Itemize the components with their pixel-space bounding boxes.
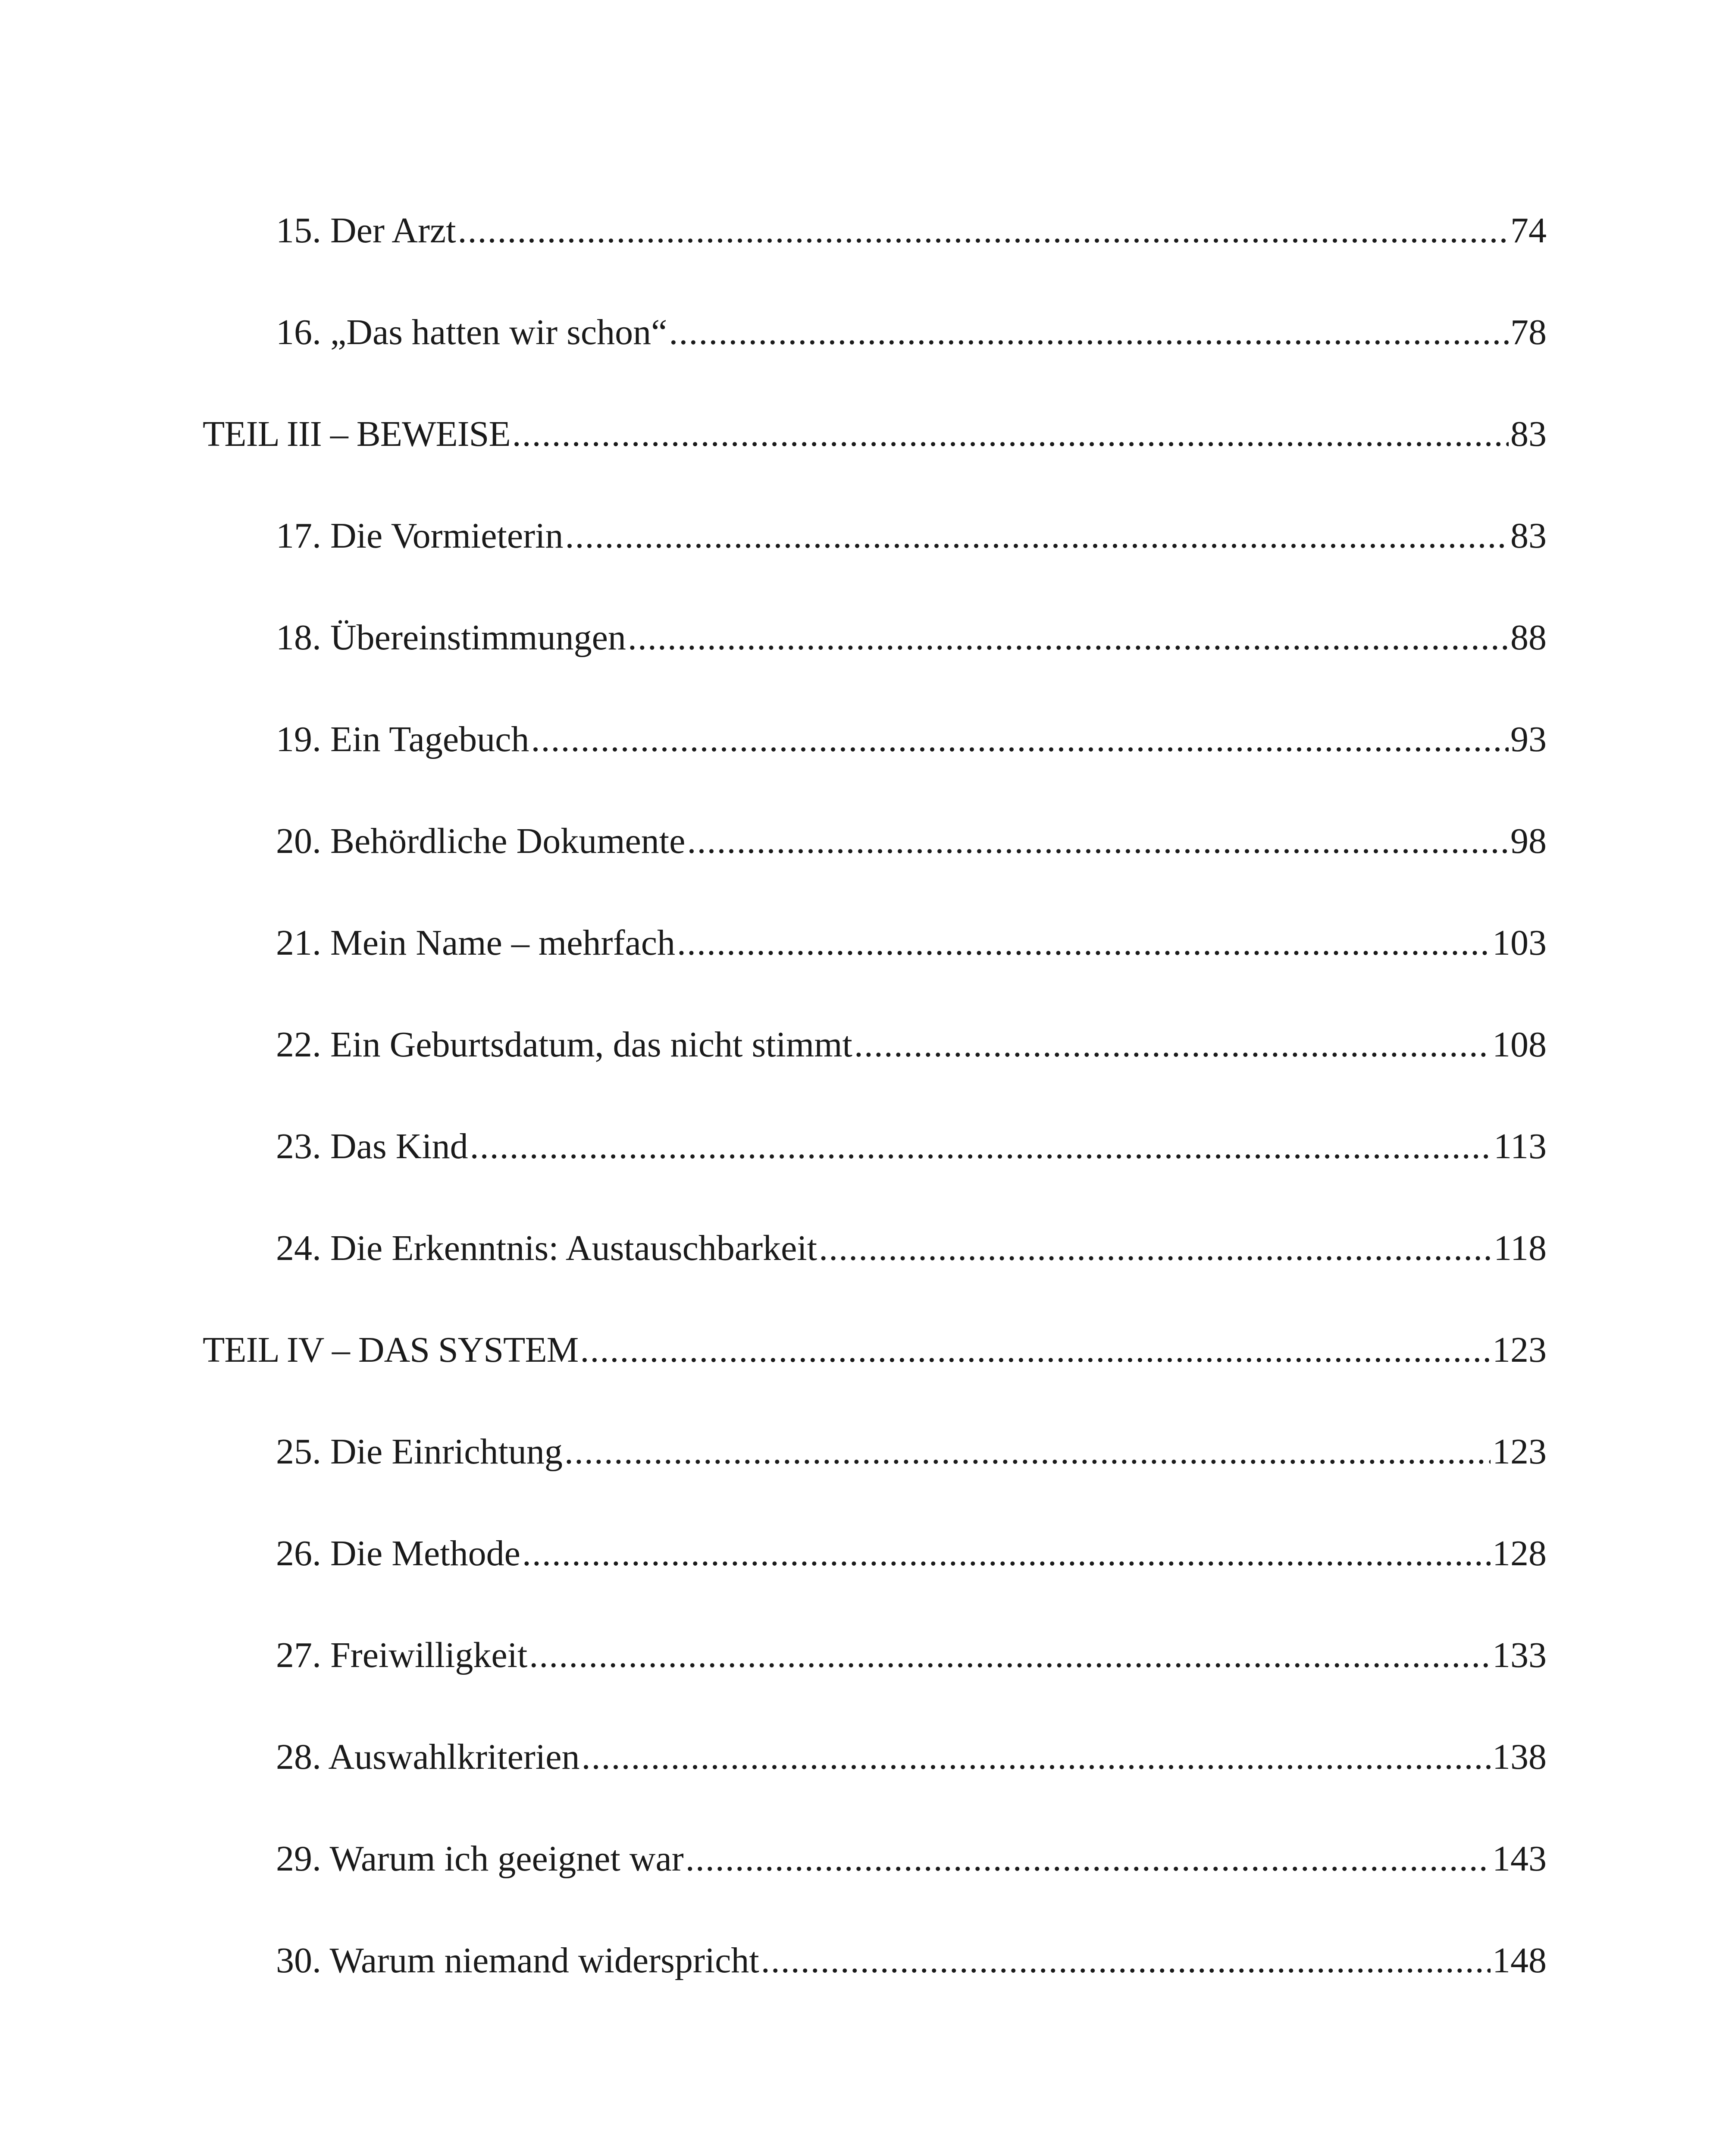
toc-entry-chapter-19: [276, 716, 1547, 763]
dot-leader: [687, 818, 1509, 865]
toc-entry-title: TEIL III – BEWEISE: [203, 414, 511, 454]
toc-entry-title: 20. Behördliche Dokumente: [276, 821, 686, 861]
toc-entry-title: 17. Die Vormieterin: [276, 516, 564, 556]
toc-entry-chapter-30: [276, 1937, 1547, 1984]
dot-leader: [529, 1632, 1491, 1679]
dot-leader: [628, 614, 1509, 661]
toc-entry-title: 15. Der Arzt: [276, 210, 456, 251]
toc-entry-page-number: 113: [1494, 1126, 1547, 1166]
toc-entry-title: 16. „Das hatten wir schon“: [276, 312, 667, 352]
toc-entry-chapter-20: [276, 818, 1547, 865]
toc-entry-title: 26. Die Methode: [276, 1533, 520, 1573]
toc-entry-chapter-28: [276, 1733, 1547, 1781]
toc-entry-page-number: 143: [1492, 1839, 1547, 1879]
dot-leader: [761, 1937, 1491, 1984]
dot-leader: [582, 1733, 1491, 1781]
toc-entry-chapter-18: [276, 614, 1547, 661]
dot-leader: [531, 716, 1509, 763]
toc-entry-page-number: 98: [1510, 821, 1547, 861]
dot-leader: [470, 1123, 1492, 1170]
dot-leader: [677, 919, 1491, 967]
toc-entry-page-number: 83: [1510, 414, 1547, 454]
toc-entry-chapter-27: [276, 1632, 1547, 1679]
dot-leader: [686, 1835, 1491, 1883]
toc-entry-title: 18. Übereinstimmungen: [276, 617, 626, 658]
dot-leader: [819, 1225, 1492, 1272]
toc-entry-title: 28. Auswahlkriterien: [276, 1737, 580, 1777]
toc-entry-chapter-26: [276, 1530, 1547, 1577]
toc-entry-chapter-16: [276, 309, 1547, 356]
toc-entry-page-number: 123: [1492, 1330, 1547, 1370]
toc-entry-chapter-29: [276, 1835, 1547, 1883]
toc-entry-title: 19. Ein Tagebuch: [276, 719, 529, 759]
toc-entry-page-number: 118: [1494, 1228, 1547, 1268]
dot-leader: [854, 1021, 1491, 1069]
toc-entry-title: 24. Die Erkenntnis: Austauschbarkeit: [276, 1228, 817, 1268]
toc-entry-page-number: 78: [1510, 312, 1547, 352]
dot-leader: [669, 309, 1509, 356]
toc-entry-page-number: 88: [1510, 617, 1547, 658]
dot-leader: [522, 1530, 1491, 1577]
dot-leader: [565, 512, 1509, 560]
toc-entry-page-number: 74: [1510, 210, 1547, 251]
toc-entry-chapter-15: [276, 207, 1547, 254]
toc-entry-title: TEIL IV – DAS SYSTEM: [203, 1330, 579, 1370]
toc-entry-chapter-25: [276, 1428, 1547, 1476]
toc-entry-part-4: [203, 1326, 1547, 1374]
toc-entry-page-number: 83: [1510, 516, 1547, 556]
toc-entry-title: 22. Ein Geburtsdatum, das nicht stimmt: [276, 1025, 852, 1065]
toc-entry-page-number: 133: [1492, 1635, 1547, 1675]
dot-leader: [564, 1428, 1491, 1476]
toc-entry-title: 30. Warum niemand widerspricht: [276, 1940, 759, 1981]
dot-leader: [458, 207, 1509, 254]
toc-entry-chapter-22: [276, 1021, 1547, 1069]
dot-leader: [580, 1326, 1491, 1374]
toc-entry-chapter-17: [276, 512, 1547, 560]
toc-entry-part-3: [203, 411, 1547, 458]
toc-entry-page-number: 123: [1492, 1432, 1547, 1472]
toc-entry-page-number: 138: [1492, 1737, 1547, 1777]
toc-entry-page-number: 93: [1510, 719, 1547, 759]
toc-entry-page-number: 148: [1492, 1940, 1547, 1981]
toc-entry-page-number: 128: [1492, 1533, 1547, 1573]
toc-entry-page-number: 108: [1492, 1025, 1547, 1065]
toc-entry-title: 29. Warum ich geeignet war: [276, 1839, 684, 1879]
toc-entry-chapter-24: [276, 1225, 1547, 1272]
toc-entry-chapter-21: [276, 919, 1547, 967]
toc-entry-title: 23. Das Kind: [276, 1126, 468, 1166]
toc-entry-page-number: 103: [1492, 923, 1547, 963]
toc-entry-title: 27. Freiwilligkeit: [276, 1635, 528, 1675]
toc-entry-title: 21. Mein Name – mehrfach: [276, 923, 676, 963]
toc-entry-chapter-23: [276, 1123, 1547, 1170]
toc-entry-title: 25. Die Einrichtung: [276, 1432, 563, 1472]
dot-leader: [512, 411, 1509, 458]
